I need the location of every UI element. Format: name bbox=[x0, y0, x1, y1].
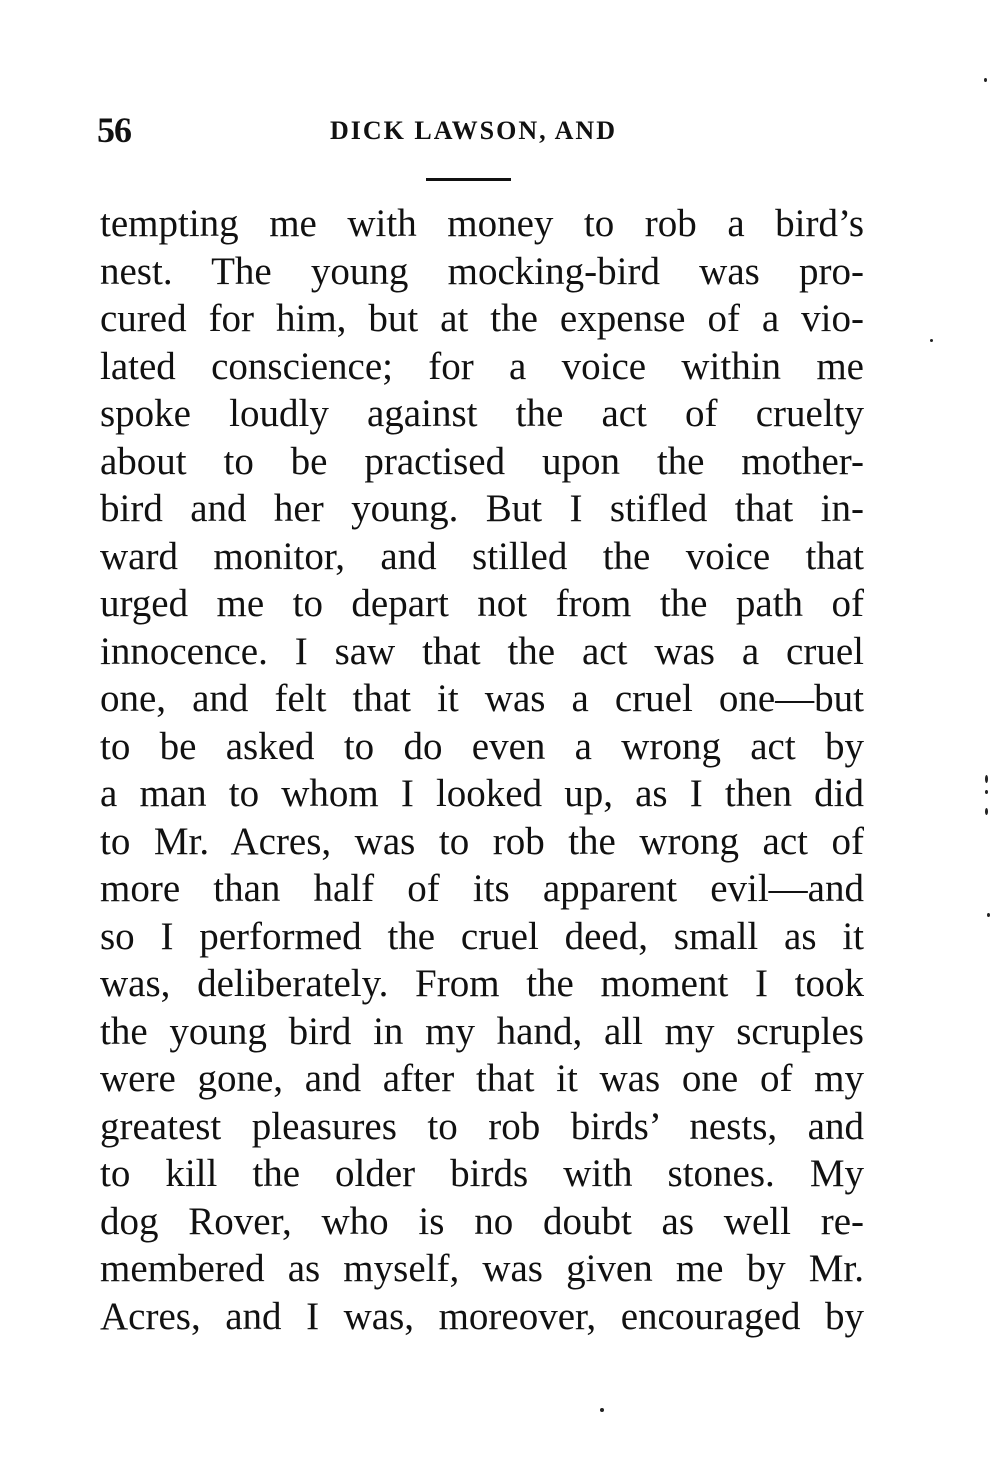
text-line: bird and her young. But I stifled that in- bbox=[100, 487, 864, 530]
text-line: ward monitor, and stilled the voice that bbox=[100, 534, 864, 578]
text-line: one, and felt that it was a cruel one—but bbox=[100, 677, 864, 720]
text-line: greatest pleasures to rob birds’ nests, and bbox=[100, 1104, 864, 1148]
scan-speck bbox=[985, 808, 988, 815]
text-line: membered as myself, was given me by Mr. bbox=[100, 1247, 864, 1290]
text-line: Acres, and I was, moreover, encouraged by bbox=[100, 1294, 864, 1338]
text-line: nest. The young mocking-bird was pro- bbox=[100, 249, 864, 293]
scan-speck bbox=[930, 339, 933, 342]
scan-speck bbox=[600, 1408, 604, 1412]
page-number: 56 bbox=[97, 110, 131, 150]
text-line: about to be practised upon the mother- bbox=[100, 439, 864, 483]
text-line: the young bird in my hand, all my scruples bbox=[100, 1009, 864, 1053]
text-line: was, deliberately. From the moment I took bbox=[100, 962, 864, 1005]
scan-speck bbox=[987, 913, 990, 917]
header-rule bbox=[426, 178, 511, 181]
text-line: innocence. I saw that the act was a cruel bbox=[100, 629, 864, 673]
scan-speck bbox=[984, 78, 987, 82]
scan-speck bbox=[985, 775, 988, 783]
text-line: cured for him, but at the expense of a vio- bbox=[100, 297, 864, 340]
text-line: more than half of its apparent evil—and bbox=[100, 867, 864, 910]
text-line: spoke loudly against the act of cruelty bbox=[100, 392, 864, 435]
text-line: to be asked to do even a wrong act by bbox=[100, 724, 864, 768]
text-line: to kill the older birds with stones. My bbox=[100, 1152, 864, 1195]
running-head: DICK LAWSON, AND bbox=[330, 116, 617, 145]
text-line: were gone, and after that it was one of my bbox=[100, 1057, 864, 1100]
text-line: urged me to depart not from the path of bbox=[100, 582, 864, 625]
text-line: tempting me with money to rob a bird’s bbox=[100, 202, 864, 245]
text-line: a man to whom I looked up, as I then did bbox=[100, 772, 864, 815]
text-line: dog Rover, who is no doubt as well re- bbox=[100, 1199, 864, 1243]
text-line: to Mr. Acres, was to rob the wrong act of bbox=[100, 819, 864, 863]
scan-speck bbox=[985, 790, 988, 794]
text-line: so I performed the cruel deed, small as it bbox=[100, 914, 864, 958]
text-line: lated conscience; for a voice within me bbox=[100, 344, 864, 388]
body-text bbox=[100, 200, 864, 1340]
